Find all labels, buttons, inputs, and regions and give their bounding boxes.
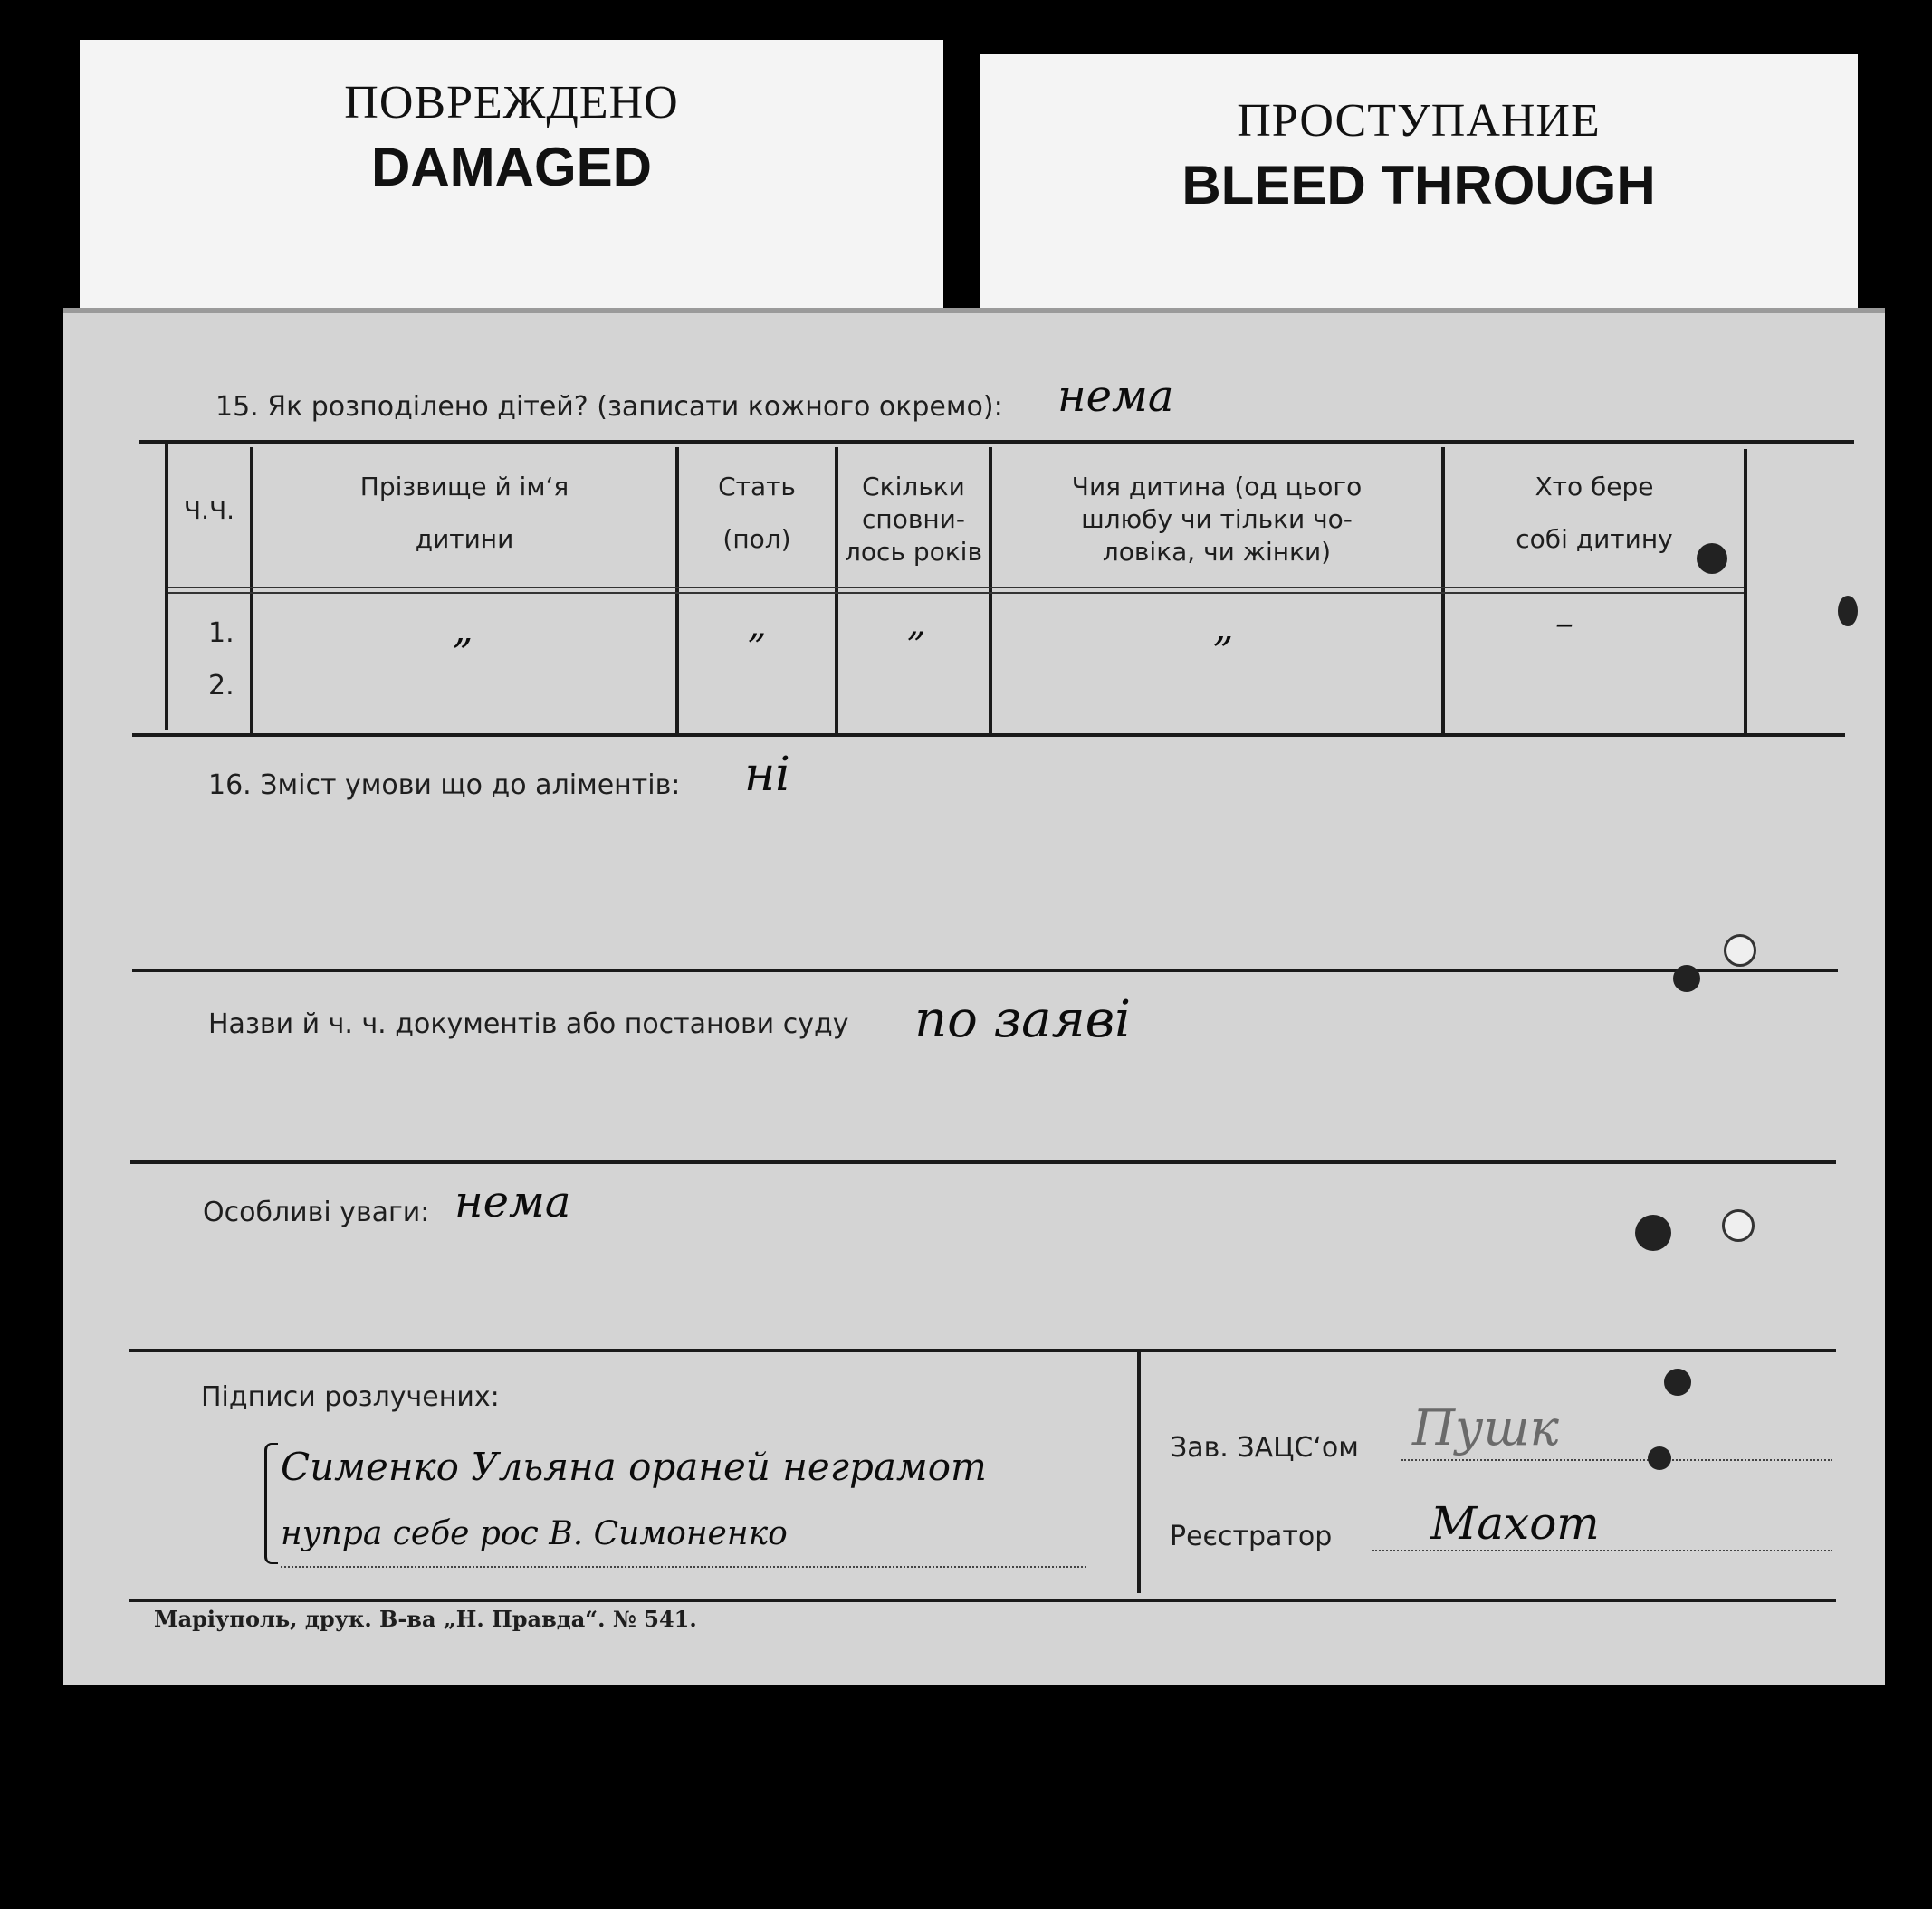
- section-15-answer: нема: [1057, 371, 1174, 422]
- section-16-answer: ні: [744, 748, 790, 802]
- printer-imprint: Маріуполь, друк. В-ва „Н. Правда“. № 541.: [154, 1606, 697, 1632]
- col-header-sex-line: Стать: [718, 472, 796, 501]
- col-header-name: [253, 471, 675, 556]
- punch-hole: [1838, 596, 1858, 626]
- signature-divider: [1137, 1352, 1141, 1593]
- punch-hole: [1724, 934, 1756, 967]
- col-header-whose-child: [992, 471, 1441, 568]
- bleed-through-tag: [980, 54, 1858, 331]
- section-15-label: 15. Як розподілено дітей? (записати кожного окремо):: [215, 391, 1003, 423]
- signatures-label: Підписи розлучених:: [201, 1381, 500, 1413]
- col-header-number: Ч.Ч.: [183, 495, 235, 525]
- ditto-mark: „: [453, 606, 473, 653]
- row-number: 2.: [208, 670, 234, 702]
- registry-head-dotted-line: [1401, 1459, 1832, 1461]
- ditto-mark: „: [748, 605, 767, 646]
- col-header-who-line: собі дитину: [1516, 524, 1673, 554]
- signature-brace: [264, 1443, 278, 1564]
- bottom-rule: [129, 1599, 1836, 1602]
- registrar-dotted-line: [1372, 1550, 1832, 1551]
- divorcee-signature-line-2: нупра себе рос В. Симоненко: [281, 1515, 788, 1552]
- col-header-name-line: дитини: [415, 524, 514, 554]
- damaged-tag-en: DAMAGED: [371, 137, 652, 197]
- col-header-age: [838, 471, 989, 568]
- dash-mark: –: [1555, 603, 1573, 644]
- bleed-tag-en: BLEED THROUGH: [1181, 155, 1656, 215]
- divorce-record-card: [63, 308, 1885, 1685]
- registrar-signature: Махот: [1430, 1497, 1600, 1550]
- col-header-who-line: Хто бере: [1535, 472, 1654, 501]
- col-header-age-line: Скільки: [862, 472, 965, 501]
- signature-dotted-line: [281, 1566, 1086, 1568]
- col-header-name-line: Прізвище й ім‘я: [359, 472, 569, 501]
- col-header-sex-line: (пол): [722, 524, 791, 554]
- table-right-border: [1744, 449, 1747, 733]
- col-header-age-line: сповни-: [862, 504, 965, 534]
- section-rule: [129, 1349, 1836, 1352]
- col-header-whose-line: ловіка, чи жінки): [1102, 537, 1332, 567]
- punch-hole: [1635, 1215, 1671, 1251]
- row-number: 1.: [208, 617, 234, 649]
- documents-answer: по заяві: [914, 990, 1132, 1049]
- notes-label: Особливі уваги:: [203, 1197, 430, 1228]
- documents-label: Назви й ч. ч. документів або постанови суду: [208, 1008, 849, 1040]
- registrar-label: Реєстратор: [1170, 1521, 1333, 1552]
- header-rule: [168, 592, 1744, 594]
- section-rule: [130, 1160, 1836, 1164]
- section-rule: [132, 969, 1838, 972]
- divorcee-signature-line-1: Сименко Ульяна ораней неграмот: [281, 1445, 987, 1489]
- ditto-mark: „: [907, 603, 926, 644]
- notes-answer: нема: [454, 1177, 571, 1227]
- section-16-label: 16. Зміст умови що до аліментів:: [208, 769, 681, 801]
- punch-hole: [1722, 1209, 1755, 1242]
- col-header-whose-line: шлюбу чи тільки чо-: [1081, 504, 1353, 534]
- punch-hole: [1664, 1369, 1691, 1396]
- registry-head-signature: Пушк: [1412, 1399, 1559, 1456]
- table-bottom-rule: [132, 733, 1845, 737]
- header-rule: [168, 587, 1744, 588]
- punch-hole: [1673, 965, 1700, 992]
- damaged-tag: [80, 40, 943, 329]
- col-header-age-line: лось років: [845, 537, 982, 567]
- bleed-tag-ru: ПРОСТУПАНИЕ: [1237, 95, 1601, 147]
- table-top-rule: [139, 440, 1854, 444]
- ditto-mark: „: [1213, 605, 1234, 651]
- damaged-tag-ru: ПОВРЕЖДЕНО: [344, 77, 679, 129]
- punch-hole: [1697, 543, 1727, 574]
- punch-hole: [1648, 1446, 1671, 1470]
- registry-head-label: Зав. ЗАЦС‘ом: [1170, 1432, 1359, 1464]
- col-header-who-takes: [1445, 471, 1744, 556]
- col-header-whose-line: Чия дитина (од цього: [1071, 472, 1363, 501]
- col-header-sex: [679, 471, 835, 556]
